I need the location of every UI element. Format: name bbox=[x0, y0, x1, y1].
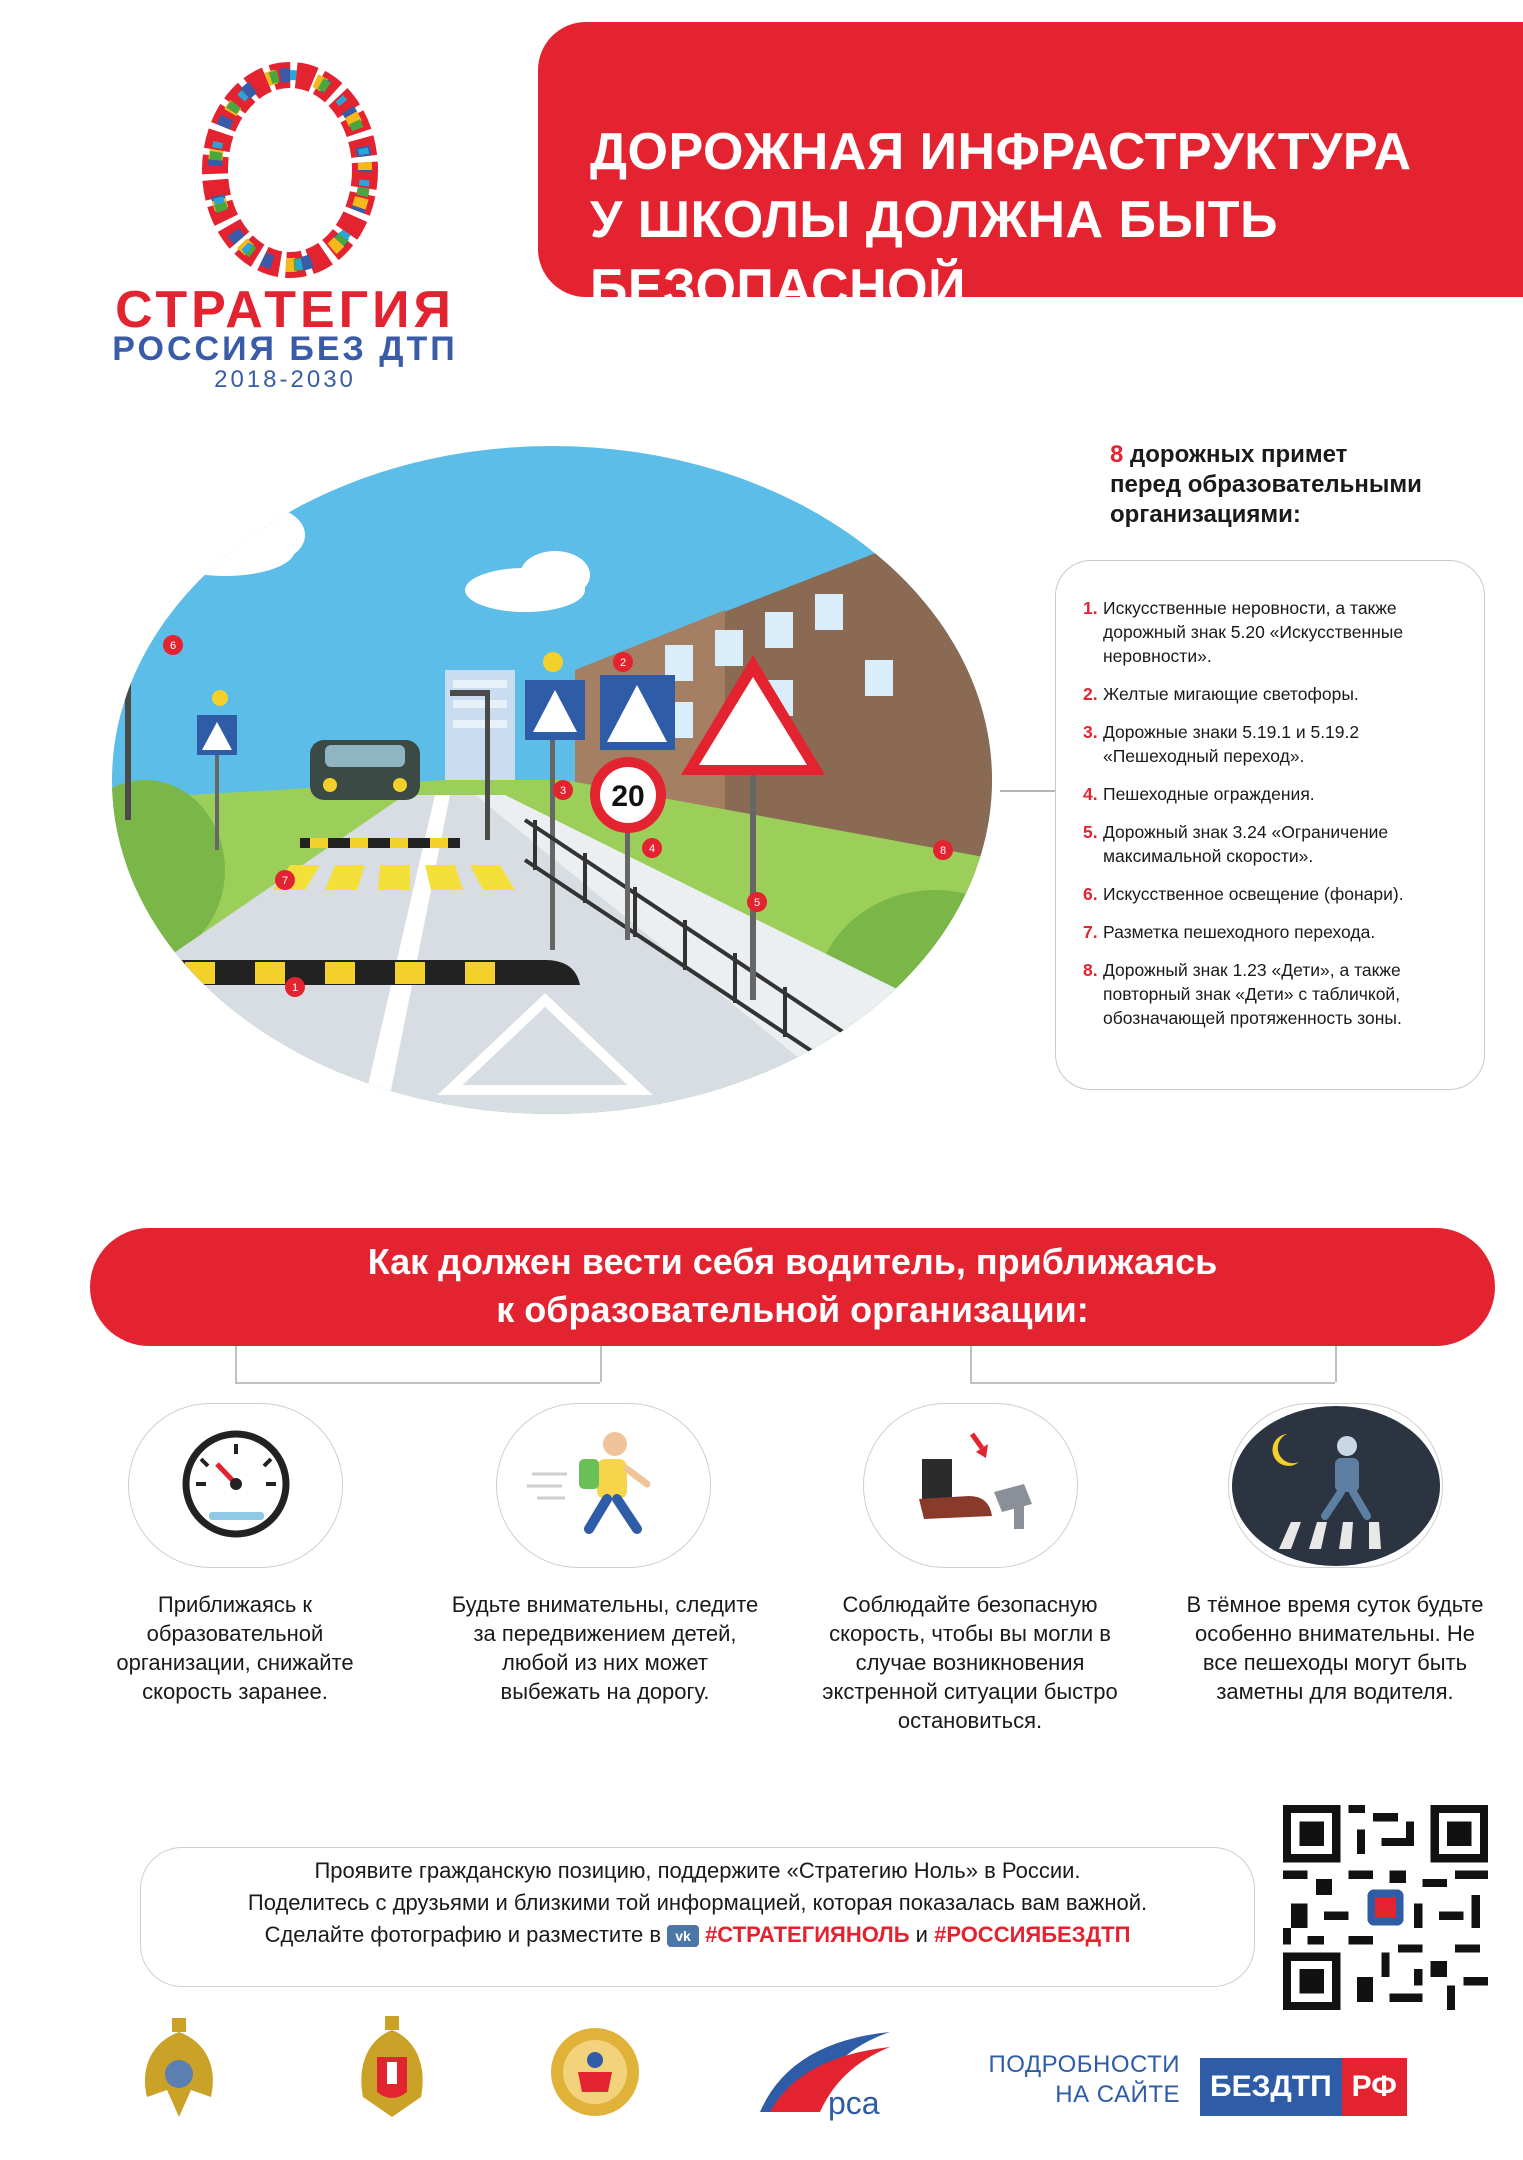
driver-title-line2: к образовательной организации: bbox=[496, 1289, 1089, 1330]
measures-list bbox=[1083, 596, 1473, 1044]
driver-title-line1: Как должен вести себя водитель, приближаясь bbox=[367, 1241, 1218, 1282]
marker-8: 8 bbox=[939, 845, 947, 857]
logo-years-text: 2018-2030 bbox=[214, 366, 356, 393]
measures-heading-line3: организациями: bbox=[1110, 501, 1301, 528]
tip-text: Будьте внимательны, следите за передвижением детей, любой из них может выбежать на дорогу. bbox=[451, 1592, 759, 1704]
night-pedestrian-icon bbox=[1229, 1404, 1444, 1569]
footer-line1: Проявите гражданскую позицию, поддержите «Стратегию Ноль» в России. bbox=[314, 1858, 1081, 1883]
marker-4: 4 bbox=[648, 843, 656, 855]
website-logo[interactable] bbox=[1200, 2058, 1407, 2116]
tip-connector bbox=[235, 1382, 600, 1384]
qr-code-icon[interactable] bbox=[1283, 1805, 1488, 2010]
more-info-text: ПОДРОБНОСТИ НА САЙТЕ bbox=[988, 2051, 1180, 2108]
measures-heading-line2: перед образовательными bbox=[1110, 471, 1422, 498]
page-title-line1: ДОРОЖНАЯ ИНФРАСТРУКТУРА bbox=[590, 123, 1412, 181]
tip-connector bbox=[235, 1346, 237, 1382]
website-logo-part1: БЕЗДТП bbox=[1200, 2058, 1342, 2116]
tip-text: Приближаясь к образовательной организации, снижайте скорость заранее. bbox=[116, 1592, 354, 1704]
speedometer-icon bbox=[129, 1404, 344, 1569]
running-child-icon bbox=[497, 1404, 712, 1569]
tip-icon-frame bbox=[128, 1403, 343, 1568]
tip-text: В тёмное время суток будьте особенно внимательны. Не все пешеходы могут быть заметны для водителя. bbox=[1186, 1592, 1484, 1704]
driver-title bbox=[120, 1238, 1465, 1334]
measures-heading bbox=[1110, 440, 1470, 530]
tip-icon-frame bbox=[1228, 1403, 1443, 1568]
logo-strategy-text: СТРАТЕГИЯ bbox=[115, 281, 455, 339]
vk-icon[interactable]: vk bbox=[667, 1925, 699, 1947]
measure-item: 4. Пешеходные ограждения. bbox=[1083, 784, 1315, 804]
measures-connector bbox=[1000, 790, 1056, 792]
tip-connector bbox=[970, 1346, 972, 1382]
tip-icon-frame bbox=[496, 1403, 711, 1568]
rsa-logo-text: рса bbox=[828, 2085, 880, 2121]
traffic-police-emblem-icon bbox=[548, 2012, 643, 2127]
website-logo-part2: РФ bbox=[1342, 2058, 1407, 2116]
marker-7: 7 bbox=[281, 875, 289, 887]
speed-limit-value: 20 bbox=[611, 780, 645, 813]
measure-item: 7. Разметка пешеходного перехода. bbox=[1083, 922, 1376, 942]
ministry-eagle-emblem-icon bbox=[132, 2012, 227, 2127]
footer-line2: Поделитесь с друзьями и близкими той информацией, которая показалась вам важной. bbox=[247, 1890, 1148, 1915]
measure-item: 1. Искусственные неровности, а также дорожный знак 5.20 «Искусственные неровности». bbox=[1083, 598, 1404, 666]
strategy-zero-logo-icon bbox=[195, 60, 385, 280]
measure-item: 3. Дорожные знаки 5.19.1 и 5.19.2 «Пешеходный переход». bbox=[1083, 722, 1360, 766]
logo-russia-text: РОССИЯ БЕЗ ДТП bbox=[112, 330, 458, 368]
measure-item: 6. Искусственное освещение (фонари). bbox=[1083, 884, 1404, 904]
page-title-line2: У ШКОЛЫ ДОЛЖНА БЫТЬ БЕЗОПАСНОЙ bbox=[590, 191, 1278, 317]
brake-pedal-icon bbox=[864, 1404, 1079, 1569]
rsa-logo-icon bbox=[750, 2012, 900, 2127]
measure-item: 2. Желтые мигающие светофоры. bbox=[1083, 684, 1359, 704]
marker-6: 6 bbox=[169, 640, 177, 652]
footer-text bbox=[160, 1855, 1235, 1951]
tip-icon-frame bbox=[863, 1403, 1078, 1568]
hashtag-russia-no-accidents[interactable]: #РОССИЯБЕЗДТП bbox=[934, 1922, 1131, 1947]
hashtag-strategy-zero[interactable]: #СТРАТЕГИЯНОЛЬ bbox=[705, 1922, 910, 1947]
page-title bbox=[590, 118, 1490, 322]
marker-5: 5 bbox=[753, 897, 761, 909]
marker-3: 3 bbox=[559, 785, 567, 797]
marker-2: 2 bbox=[619, 657, 627, 669]
footer-line3: Сделайте фотографию и разместите в vk #СТРАТЕГИЯНОЛЬ и #РОССИЯБЕЗДТП bbox=[264, 1922, 1131, 1947]
school-road-illustration bbox=[105, 440, 1000, 1120]
tip-connector bbox=[1335, 1346, 1337, 1382]
measure-item: 8. Дорожный знак 1.23 «Дети», а также повторный знак «Дети» с табличкой, обозначающей протяженность зоны. bbox=[1083, 960, 1402, 1028]
measure-item: 5. Дорожный знак 3.24 «Ограничение максимальной скорости». bbox=[1083, 822, 1389, 866]
marker-1: 1 bbox=[291, 982, 299, 994]
tip-connector bbox=[970, 1382, 1335, 1384]
measures-heading-line1: дорожных примет bbox=[1130, 441, 1348, 468]
tip-text: Соблюдайте безопасную скорость, чтобы вы могли в случае возникновения экстренной ситуации быстро остановиться. bbox=[822, 1592, 1118, 1733]
education-ministry-emblem-icon bbox=[345, 2012, 440, 2127]
tip-connector bbox=[600, 1346, 602, 1382]
measures-count: 8 bbox=[1110, 441, 1124, 468]
